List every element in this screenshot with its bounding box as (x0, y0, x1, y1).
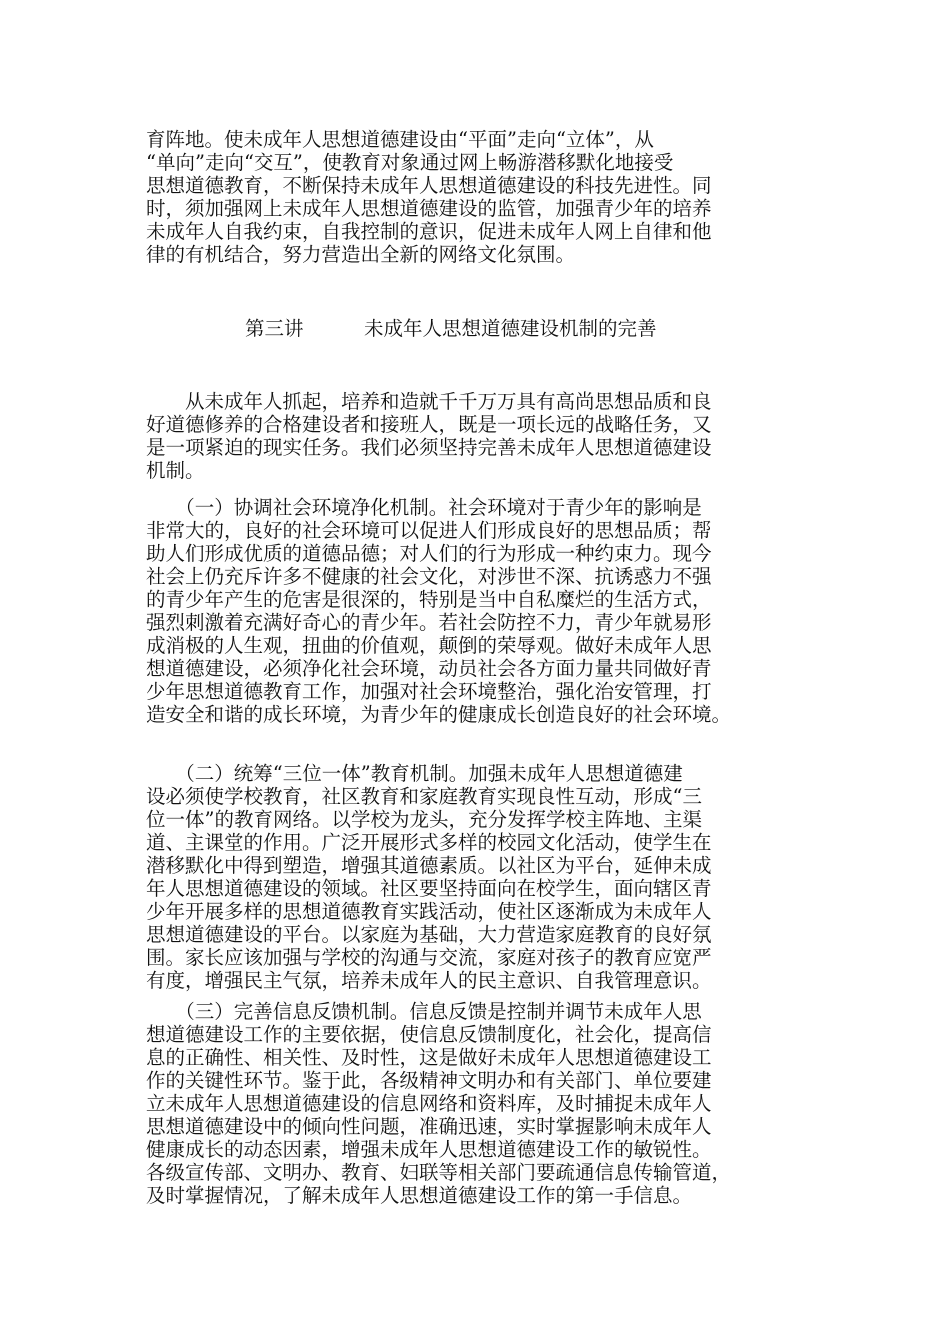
text-line: 年人思想道德建设的领域。社区要坚持面向在校学生，面向辖区青 (146, 877, 712, 900)
text-line: （一）协调社会环境净化机制。社会环境对于青少年的影响是 (146, 496, 702, 519)
paragraph-section-three (146, 1000, 796, 1207)
text-line: 各级宣传部、文明办、教育、妇联等相关部门要疏通信息传输管道， (146, 1161, 732, 1184)
text-line: 好道德修养的合格建设者和接班人，既是一项长远的战略任务，又 (146, 413, 712, 436)
text-line: 立未成年人思想道德建设的信息网络和资料库，及时捕捉未成年人 (146, 1092, 712, 1115)
text-line: 潜移默化中得到塑造，增强其道德素质。以社区为平台，延伸未成 (146, 854, 712, 877)
text-line: 少年思想道德教育工作，加强对社会环境整治，强化治安管理，打 (146, 680, 712, 703)
text-line: 是一项紧迫的现实任务。我们必须坚持完善未成年人思想道德建设 (146, 436, 712, 459)
text-line: 位一体”的教育网络。以学校为龙头，充分发挥学校主阵地、主渠 (146, 808, 702, 831)
text-line: 思想道德建设中的倾向性问题，准确迅速，实时掌握影响未成年人 (146, 1115, 712, 1138)
text-line: 未成年人自我约束，自我控制的意识，促进未成年人网上自律和他 (146, 220, 712, 243)
paragraph-section-two (146, 762, 796, 992)
text-line: 时，须加强网上未成年人思想道德建设的监管，加强青少年的培养 (146, 197, 712, 220)
text-line: 作的关键性环节。鉴于此，各级精神文明办和有关部门、单位要建 (146, 1069, 712, 1092)
heading-title: 未成年人思想道德建设机制的完善 (364, 317, 657, 340)
text-line: 育阵地。使未成年人思想道德建设由“平面”走向“立体”，从 (146, 128, 654, 151)
text-line: 社会上仍充斥许多不健康的社会文化，对涉世不深、抗诱惑力不强 (146, 565, 712, 588)
text-line: “单向”走向“交互”，使教育对象通过网上畅游潜移默化地接受 (146, 151, 674, 174)
heading-number: 第三讲 (245, 317, 304, 340)
paragraph-intro (146, 390, 796, 482)
text-line: 助人们形成优质的道德品德；对人们的行为形成一种约束力。现今 (146, 542, 712, 565)
text-line: 律的有机结合，努力营造出全新的网络文化氛围。 (146, 243, 576, 266)
text-line: 想道德建设工作的主要依据，使信息反馈制度化，社会化，提高信 (146, 1023, 712, 1046)
text-line: 的青少年产生的危害是很深的，特别是当中自私糜烂的生活方式， (146, 588, 712, 611)
text-line: 机制。 (146, 459, 205, 482)
text-line: 健康成长的动态因素，增强未成年人思想道德建设工作的敏锐性。 (146, 1138, 712, 1161)
text-line: 道、主课堂的作用。广泛开展形式多样的校园文化活动，使学生在 (146, 831, 712, 854)
text-line: 从未成年人抓起，培养和造就千千万万具有高尚思想品质和良 (146, 390, 712, 413)
text-line: 有度，增强民主气氛，培养未成年人的民主意识、自我管理意识。 (146, 969, 712, 992)
text-line: 强烈刺激着充满好奇心的青少年。若社会防控不力，青少年就易形 (146, 611, 712, 634)
text-line: 设必须使学校教育，社区教育和家庭教育实现良性互动，形成“三 (146, 785, 702, 808)
text-line: 息的正确性、相关性、及时性，这是做好未成年人思想道德建设工 (146, 1046, 712, 1069)
paragraph-section-one (146, 496, 796, 726)
text-line: 想道德建设，必须净化社会环境，动员社会各方面力量共同做好青 (146, 657, 712, 680)
text-line: 思想道德教育，不断保持未成年人思想道德建设的科技先进性。同 (146, 174, 712, 197)
text-line: 非常大的，良好的社会环境可以促进人们形成良好的思想品质；帮 (146, 519, 712, 542)
text-line: 成消极的人生观，扭曲的价值观，颠倒的荣辱观。做好未成年人思 (146, 634, 712, 657)
text-line: 围。家长应该加强与学校的沟通与交流，家庭对孩子的教育应宽严 (146, 946, 712, 969)
text-line: 及时掌握情况，了解未成年人思想道德建设工作的第一手信息。 (146, 1184, 693, 1207)
text-line: 思想道德建设的平台。以家庭为基础，大力营造家庭教育的良好氛 (146, 923, 712, 946)
text-line: （三）完善信息反馈机制。信息反馈是控制并调节未成年人思 (146, 1000, 702, 1023)
text-line: 少年开展多样的思想道德教育实践活动，使社区逐渐成为未成年人 (146, 900, 712, 923)
text-line: 造安全和谐的成长环境，为青少年的健康成长创造良好的社会环境。 (146, 703, 732, 726)
text-line: （二）统筹“三位一体”教育机制。加强未成年人思想道德建 (146, 762, 683, 785)
paragraph-continued (146, 128, 796, 266)
